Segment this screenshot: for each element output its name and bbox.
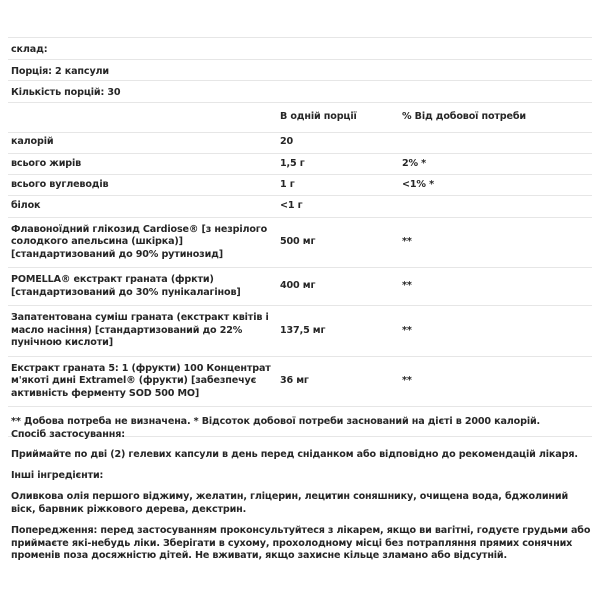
nutrient-amount: 20 <box>280 136 294 148</box>
usage-text: Приймайте по дві (2) гелевих капсули в день перед сніданком або відповідно до рекомендацій лікаря. <box>11 449 578 460</box>
composition-text: склад: <box>11 44 48 55</box>
column-header-daily-value: % Від добової потреби <box>402 110 526 122</box>
nutrient-name: Флавоноїдний глікозид Cardiose® [з незрілого солодкого апельсина (шкірка)] [стандартизований до 90% рутинозид] <box>11 223 268 260</box>
nutrient-amount: 1 г <box>280 178 295 190</box>
nutrient-name: всього жирів <box>11 157 82 169</box>
table-row <box>8 153 592 174</box>
table-header <box>8 102 592 132</box>
nutrient-amount: 137,5 мг <box>280 324 326 336</box>
nutrient-daily-value: ** <box>402 375 412 387</box>
table-row <box>8 195 592 216</box>
other-ingredients-text: Оливкова олія першого віджиму, желатин, гліцерин, лецитин соняшнику, очищена вода, бджолиний віск, барвник ріжкового дерева, декстрин. <box>11 491 569 515</box>
nutrient-name: калорій <box>11 136 54 148</box>
nutrient-name: Запатентована суміш граната (екстракт квітів і масло насіння) [стандартизований до 22% пунічною кислоти] <box>11 312 269 349</box>
nutrient-amount: 1,5 г <box>280 157 305 169</box>
nutrient-name: POMELLA® екстракт граната (фркти) [стандартизований до 30% пунікалагінов] <box>11 274 241 298</box>
nutrient-daily-value: ** <box>402 280 412 292</box>
supplement-facts <box>8 37 592 437</box>
table-footnote: ** Добова потреба не визначена. * Відсоток добової потреби заснований на дієті в 2000 калорій. <box>8 406 592 437</box>
nutrient-amount: 500 мг <box>280 236 316 248</box>
usage-title: Спосіб застосування: <box>11 429 125 440</box>
serving-size-text: Порція: 2 капсули <box>11 65 109 77</box>
warning-text: Попередження: перед застосуванням проконсультуйтеся з лікарем, якщо ви вагітні, годуєте грудьми або приймаєте які-небудь ліки. Зберігати в сухому, прохолодному місці без потрапляння прямих сонячних променів поза досяжністю дітей. Не вживати, якщо захисне кільце зламано або відсутній. <box>11 525 591 561</box>
table-row <box>8 217 592 268</box>
column-header-amount: В одній порції <box>280 110 357 122</box>
nutrient-daily-value: <1% * <box>402 178 434 190</box>
nutrient-name: всього вуглеводів <box>11 178 109 190</box>
serving-size <box>8 59 592 81</box>
table-row <box>8 305 592 356</box>
table-row <box>8 356 592 407</box>
table-row <box>8 267 592 305</box>
nutrient-amount: 400 мг <box>280 280 316 292</box>
nutrient-amount: <1 г <box>280 200 303 212</box>
composition-label <box>8 37 592 59</box>
nutrient-amount: 36 мг <box>280 375 309 387</box>
table-row <box>8 132 592 153</box>
nutrient-name: білок <box>11 200 41 212</box>
servings-per-container <box>8 80 592 102</box>
table-row <box>8 174 592 195</box>
nutrient-daily-value: ** <box>402 324 412 336</box>
nutrient-daily-value: 2% * <box>402 157 427 169</box>
nutrient-daily-value: ** <box>402 236 412 248</box>
nutrient-name: Екстракт граната 5: 1 (фрукти) 100 Концентрат м'якоті дині Extramel® (фрукти) [забезпечує активність ферменту SOD 500 МО] <box>11 362 271 399</box>
other-ingredients-title: Інші інгредієнти: <box>11 470 104 481</box>
servings-count-text: Кількість порцій: 30 <box>11 87 121 98</box>
